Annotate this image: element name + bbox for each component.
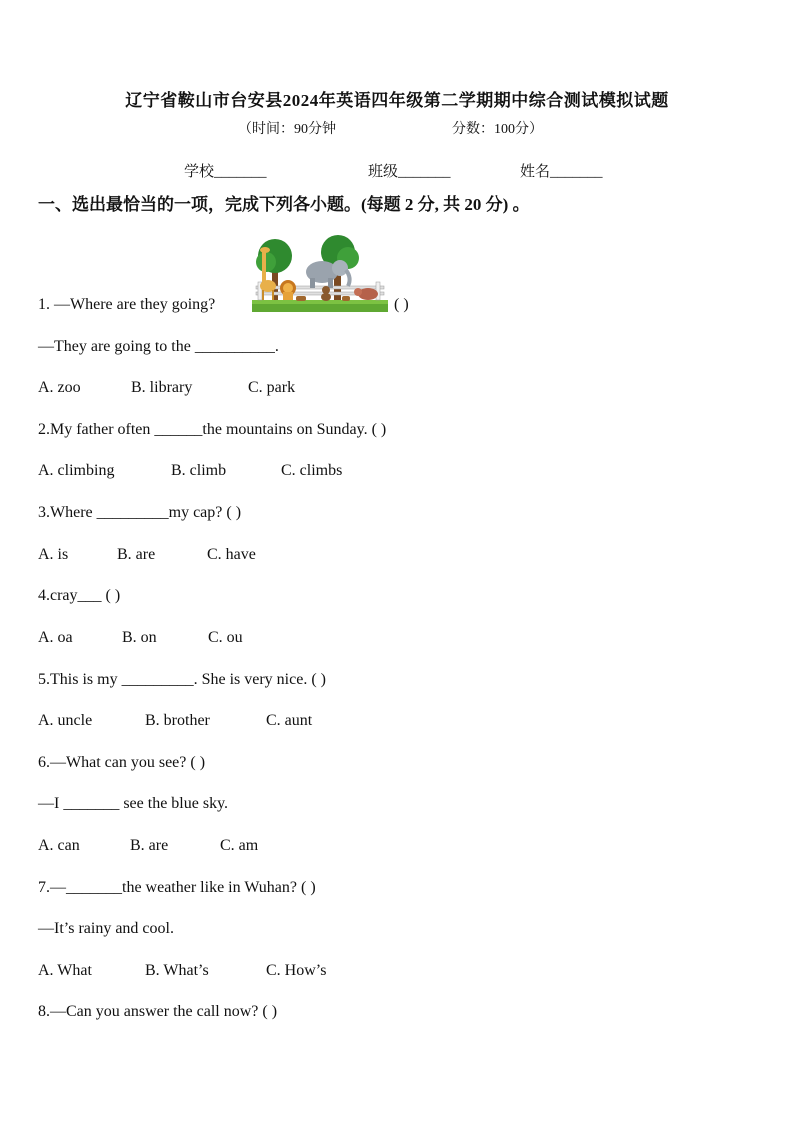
- option-b: B. What’s: [145, 962, 209, 979]
- exam-score: 分数：100分）: [452, 122, 543, 137]
- option-b: B. on: [122, 629, 157, 646]
- question-6-line-2: —I _______ see the blue sky.: [38, 795, 229, 812]
- option-a: A. oa: [38, 629, 73, 646]
- question-7-options: [38, 962, 326, 980]
- option-c: C. have: [207, 546, 256, 563]
- option-a: A. can: [38, 837, 80, 854]
- question-1-line-2: —They are going to the __________.: [38, 338, 279, 355]
- zoo-illustration: [252, 234, 388, 314]
- option-b: B. are: [130, 837, 169, 854]
- question-1-options: [38, 379, 295, 397]
- option-c: C. park: [248, 379, 296, 396]
- question-1-answer-paren: ( ): [394, 296, 409, 313]
- option-c: C. climbs: [281, 462, 343, 479]
- question-3: 3.Where _________my cap? ( ): [38, 504, 242, 521]
- school-field: 学校_______: [184, 164, 267, 180]
- option-c: C. am: [220, 837, 259, 854]
- option-b: B. climb: [171, 462, 227, 479]
- question-1: 1. —Where are they going?: [38, 296, 216, 313]
- question-6-options: [38, 837, 258, 855]
- question-4: 4.cray___ ( ): [38, 587, 121, 604]
- question-8: 8.—Can you answer the call now? ( ): [38, 1003, 278, 1020]
- question-7: 7.—_______the weather like in Wuhan? ( ): [38, 879, 316, 896]
- option-a: A. climbing: [38, 462, 115, 479]
- option-b: B. are: [117, 546, 156, 563]
- question-3-options: [38, 546, 256, 564]
- name-field: 姓名_______: [520, 164, 603, 180]
- question-4-options: [38, 629, 243, 647]
- option-a: A. zoo: [38, 379, 81, 396]
- option-a: A. What: [38, 962, 92, 979]
- option-b: B. brother: [145, 712, 210, 729]
- option-a: A. is: [38, 546, 69, 563]
- question-5-options: [38, 712, 312, 730]
- option-a: A. uncle: [38, 712, 93, 729]
- option-c: C. ou: [208, 629, 243, 646]
- question-6: 6.—What can you see? ( ): [38, 754, 206, 771]
- option-c: C. How’s: [266, 962, 327, 979]
- section-heading: 一、选出最恰当的一项，完成下列各小题。(每题 2 分, 共 20 分) 。: [38, 195, 530, 214]
- option-c: C. aunt: [266, 712, 313, 729]
- class-field: 班级_______: [368, 164, 451, 180]
- question-7-line-2: —It’s rainy and cool.: [38, 920, 174, 937]
- exam-time: （时间：90分钟: [238, 122, 336, 137]
- question-2: 2.My father often ______the mountains on Sunday. ( ): [38, 421, 387, 438]
- question-2-options: [38, 462, 342, 480]
- option-b: B. library: [131, 379, 193, 396]
- question-5: 5.This is my _________. She is very nice. ( ): [38, 671, 326, 688]
- page-title: 辽宁省鞍山市台安县2024年英语四年级第二学期期中综合测试模拟试题: [125, 91, 669, 110]
